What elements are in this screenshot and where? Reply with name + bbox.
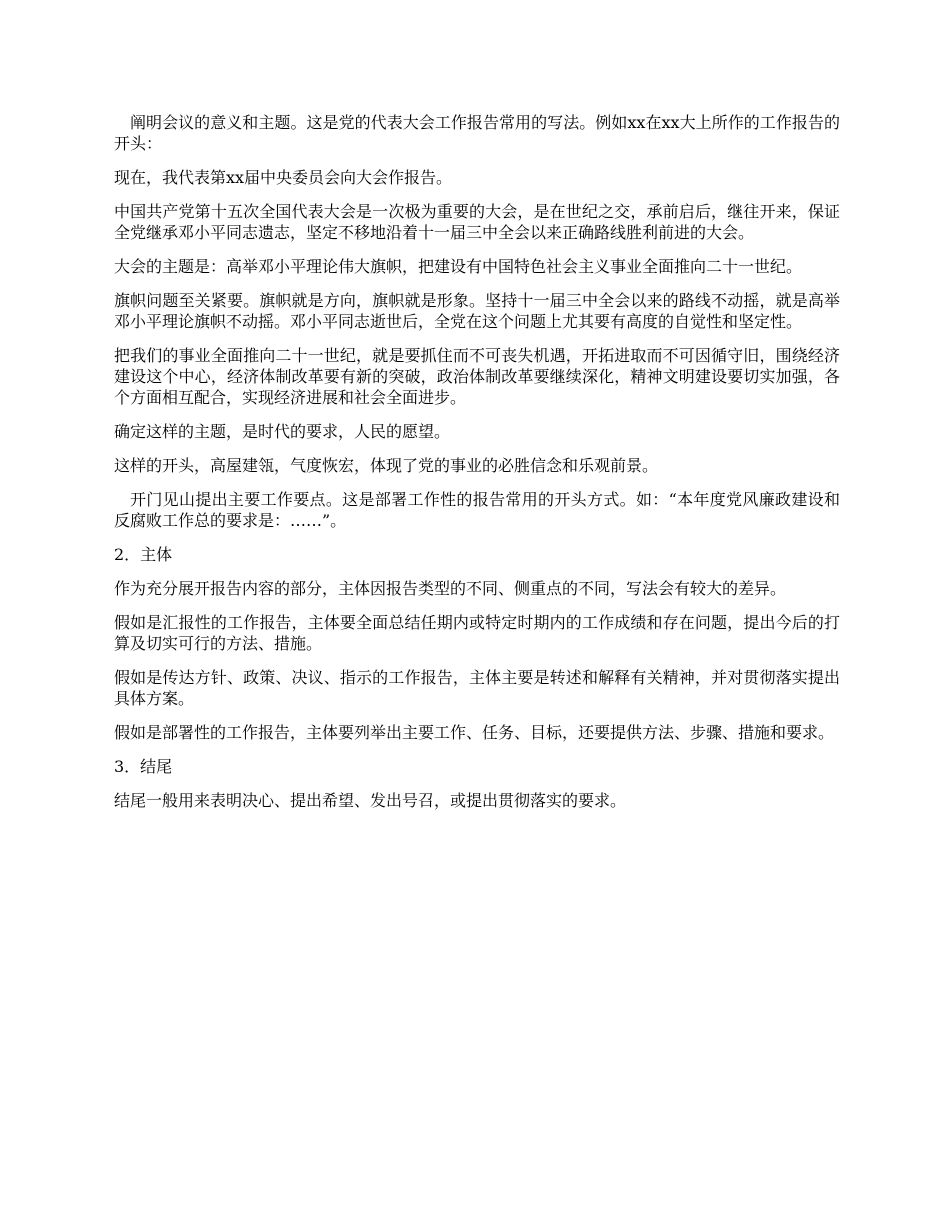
document-body bbox=[114, 112, 840, 824]
paragraph-meeting-purpose: 阐明会议的意义和主题。这是党的代表大会工作报告常用的写法。例如xx在xx大上所作的工作报告的开头： bbox=[114, 113, 840, 153]
paragraph-body-communicating: 假如是传达方针、政策、决议、指示的工作报告，主体主要是转述和解释有关精神，并对贯彻落实提出具体方案。 bbox=[114, 668, 840, 708]
paragraph-body-deployment: 假如是部署性的工作报告，主体要列举出主要工作、任务、目标，还要提供方法、步骤、措施和要求。 bbox=[114, 723, 835, 742]
paragraph-congress-theme: 大会的主题是：高举邓小平理论伟大旗帜，把建设有中国特色社会主义事业全面推向二十一世纪。 bbox=[114, 257, 803, 276]
paragraph-body-intro: 作为充分展开报告内容的部分，主体因报告类型的不同、侧重点的不同，写法会有较大的差异。 bbox=[114, 579, 787, 598]
paragraph-banner-issue: 旗帜问题至关紧要。旗帜就是方向，旗帜就是形象。坚持十一届三中全会以来的路线不动摇，就是高举邓小平理论旗帜不动摇。邓小平同志逝世后，全党在这个问题上尤其要有高度的自觉性和坚定性。 bbox=[114, 291, 840, 331]
paragraph-body-reporting: 假如是汇报性的工作报告，主体要全面总结任期内或特定时期内的工作成绩和存在问题，提出今后的打算及切实可行的方法、措施。 bbox=[114, 613, 840, 653]
paragraph-congress-significance: 中国共产党第十五次全国代表大会是一次极为重要的大会，是在世纪之交，承前启后，继往开来，保证全党继承邓小平同志遗志，坚定不移地沿着十一届三中全会以来正确路线胜利前进的大会。 bbox=[114, 202, 840, 242]
paragraph-direct-opening: 开门见山提出主要工作要点。这是部署工作性的报告常用的开头方式。如：“本年度党风廉政建设和反腐败工作总的要求是：……”。 bbox=[114, 490, 840, 530]
paragraph-report-opening: 现在，我代表第xx届中央委员会向大会作报告。 bbox=[114, 168, 453, 187]
section-heading-body: 2．主体 bbox=[114, 545, 173, 564]
paragraph-theme-determination: 确定这样的主题，是时代的要求，人民的愿望。 bbox=[114, 422, 451, 441]
section-heading-ending: 3．结尾 bbox=[114, 757, 173, 776]
paragraph-ending: 结尾一般用来表明决心、提出希望、发出号召，或提出贯彻落实的要求。 bbox=[114, 791, 627, 810]
paragraph-cause-21st-century: 把我们的事业全面推向二十一世纪，就是要抓住而不可丧失机遇，开拓进取而不可因循守旧，围绕经济建设这个中心，经济体制改革要有新的突破，政治体制改革要继续深化，精神文明建设要切实加强，各个方面相互配合，实现经济进展和社会全面进步。 bbox=[114, 346, 840, 407]
paragraph-opening-comment: 这样的开头，高屋建瓴，气度恢宏，体现了党的事业的必胜信念和乐观前景。 bbox=[114, 456, 659, 475]
